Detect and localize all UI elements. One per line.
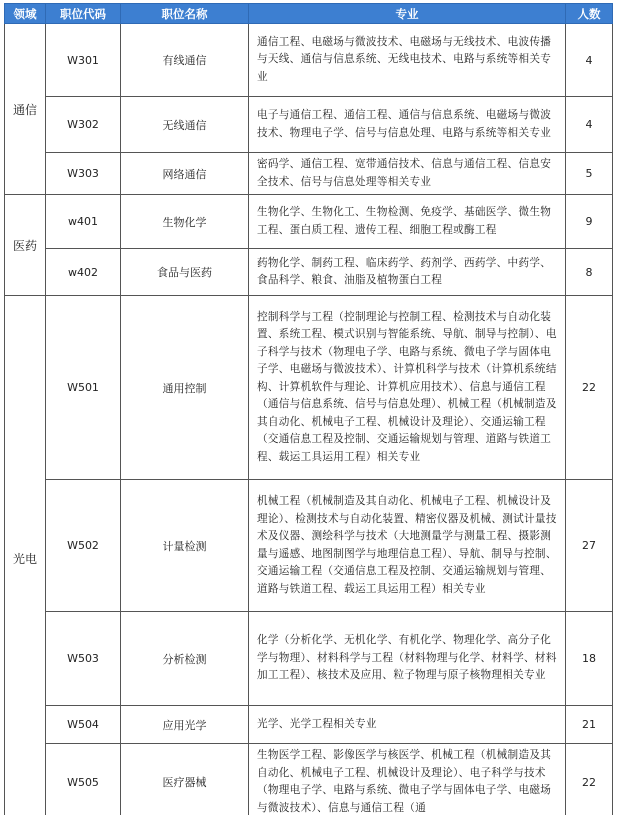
major-cell: 控制科学与工程（控制理论与控制工程、检测技术与自动化装置、系统工程、模式识别与智能系统、导航、制导与控制）、电子科学与技术（物理电子学、电路与系统、微电子学与固体电子学、电磁场与微波技术）、计算机科学与技术（计算机系统结构、计算机软件与理论、计算机应用技术）、信息与通信工程（通信与信息系统、信号与信息处理）、机械工程（机械制造及其自动化、机械电子工程、机械设计及理论）、交通运输工程（交通信息工程及控制、交通运输规划与管理、道路与铁道工程、载运工具运用工程）相关专业 (249, 296, 566, 480)
header-major: 专业 (249, 4, 566, 24)
major-cell: 通信工程、电磁场与微波技术、电磁场与无线技术、电波传播与天线、通信与信息系统、无线电技术、电路与系统等相关专业 (249, 24, 566, 97)
code-cell: W503 (46, 612, 121, 706)
name-cell: 网络通信 (121, 153, 249, 195)
area-cell: 通信 (5, 24, 46, 195)
code-cell: W302 (46, 97, 121, 153)
table-row (5, 24, 613, 97)
major-cell: 密码学、通信工程、宽带通信技术、信息与通信工程、信息安全技术、信号与信息处理等相关专业 (249, 153, 566, 195)
header-code: 职位代码 (46, 4, 121, 24)
name-cell: 应用光学 (121, 706, 249, 744)
table-row (5, 249, 613, 296)
code-cell: W502 (46, 480, 121, 612)
count-cell: 4 (566, 97, 613, 153)
name-cell: 医疗器械 (121, 744, 249, 821)
major-cell: 机械工程（机械制造及其自动化、机械电子工程、机械设计及理论）、检测技术与自动化装置、精密仪器及机械、测试计量技术及仪器、测绘科学与技术（大地测量学与测量工程、摄影测量与遥感、地图制图学与地理信息工程）、导航、制导与控制、交通运输工程（交通信息工程及控制、交通运输规划与管理、道路与铁道工程、载运工具运用工程）相关专业 (249, 480, 566, 612)
table-row (5, 97, 613, 153)
count-cell: 27 (566, 480, 613, 612)
positions-table (4, 3, 613, 821)
count-cell: 22 (566, 744, 613, 821)
name-cell: 有线通信 (121, 24, 249, 97)
count-cell: 4 (566, 24, 613, 97)
count-cell: 9 (566, 195, 613, 249)
count-cell: 18 (566, 612, 613, 706)
area-cell: 医药 (5, 195, 46, 296)
code-cell: W505 (46, 744, 121, 821)
major-cell: 药物化学、制药工程、临床药学、药剂学、西药学、中药学、食品科学、粮食、油脂及植物蛋白工程 (249, 249, 566, 296)
count-cell: 21 (566, 706, 613, 744)
count-cell: 5 (566, 153, 613, 195)
table-row (5, 296, 613, 480)
table-row (5, 612, 613, 706)
major-cell: 生物化学、生物化工、生物检测、免疫学、基础医学、微生物工程、蛋白质工程、遗传工程、细胞工程或酶工程 (249, 195, 566, 249)
code-cell: W504 (46, 706, 121, 744)
header-name: 职位名称 (121, 4, 249, 24)
table-row (5, 480, 613, 612)
name-cell: 生物化学 (121, 195, 249, 249)
name-cell: 无线通信 (121, 97, 249, 153)
header-area: 领域 (5, 4, 46, 24)
page-bottom-edge (0, 815, 618, 823)
major-cell: 生物医学工程、影像医学与核医学、机械工程（机械制造及其自动化、机械电子工程、机械设计及理论）、电子科学与技术（物理电子学、电路与系统、微电子学与固体电子学、电磁场与微波技术）、信息与通信工程（通 (249, 744, 566, 821)
header-count: 人数 (566, 4, 613, 24)
header-row (5, 4, 613, 24)
count-cell: 8 (566, 249, 613, 296)
name-cell: 食品与医药 (121, 249, 249, 296)
area-cell: 光电 (5, 296, 46, 821)
major-cell: 光学、光学工程相关专业 (249, 706, 566, 744)
code-cell: w402 (46, 249, 121, 296)
name-cell: 分析检测 (121, 612, 249, 706)
major-cell: 化学（分析化学、无机化学、有机化学、物理化学、高分子化学与物理）、材料科学与工程（材料物理与化学、材料学、材料加工工程）、核技术及应用、粒子物理与原子核物理相关专业 (249, 612, 566, 706)
table-row (5, 744, 613, 821)
code-cell: W303 (46, 153, 121, 195)
code-cell: W301 (46, 24, 121, 97)
code-cell: w401 (46, 195, 121, 249)
major-cell: 电子与通信工程、通信工程、通信与信息系统、电磁场与微波技术、物理电子学、信号与信息处理、电路与系统等相关专业 (249, 97, 566, 153)
name-cell: 计量检测 (121, 480, 249, 612)
table-row (5, 195, 613, 249)
table-row (5, 153, 613, 195)
table-row (5, 706, 613, 744)
code-cell: W501 (46, 296, 121, 480)
count-cell: 22 (566, 296, 613, 480)
name-cell: 通用控制 (121, 296, 249, 480)
